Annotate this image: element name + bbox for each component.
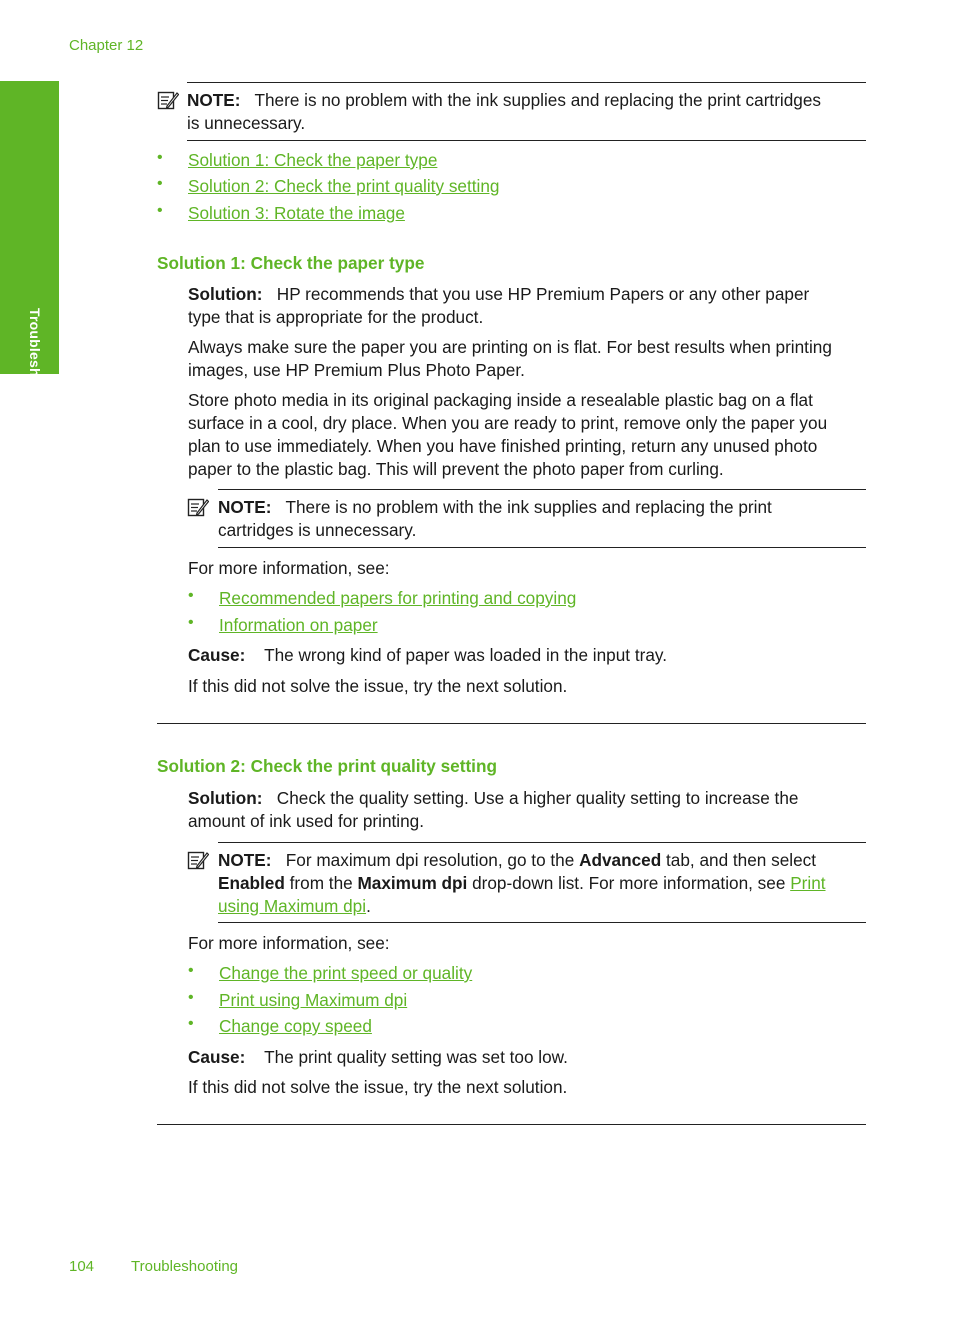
note-icon	[157, 89, 179, 111]
note-label: NOTE:	[187, 90, 241, 110]
solution-label: Solution:	[188, 788, 263, 808]
link-change-copy-speed[interactable]: Change copy speed	[219, 1016, 372, 1036]
s2-more-info: For more information, see:	[188, 933, 390, 953]
s2-solution-line-1: Check the quality setting. Use a higher quality setting to increase the	[276, 788, 799, 808]
solution-label: Solution:	[188, 284, 263, 304]
note-text-2: is unnecessary.	[187, 113, 306, 133]
link-print-using-max-dpi[interactable]: Print using Maximum dpi	[219, 990, 408, 1010]
s1-cause-text: The wrong kind of paper was loaded in the input tray.	[264, 645, 667, 665]
note-bottom-rule	[187, 140, 866, 141]
link-information-on-paper[interactable]: Information on paper	[219, 615, 378, 635]
s1-solution-line-2: type that is appropriate for the product.	[188, 307, 484, 327]
note-1	[187, 89, 877, 135]
note-top-rule	[218, 489, 866, 490]
toc-link-solution-1[interactable]: Solution 1: Check the paper type	[188, 150, 438, 170]
link-change-print-speed[interactable]: Change the print speed or quality	[219, 963, 473, 983]
note-link-using-maximum-dpi[interactable]: using Maximum dpi	[218, 896, 367, 916]
toc-link-solution-2[interactable]: Solution 2: Check the print quality setting	[188, 176, 500, 196]
bullet: •	[157, 149, 163, 166]
note-bottom-rule	[218, 922, 866, 923]
s2-solution-line-2: amount of ink used for printing.	[188, 811, 424, 831]
s1-cause	[188, 644, 878, 667]
s1-p3-line-1: Store photo media in its original packaging inside a resealable plastic bag on a flat	[188, 390, 813, 410]
s1-next-solution: If this did not solve the issue, try the next solution.	[188, 676, 568, 696]
s1-p3-line-2: surface in a cool, dry place. When you are ready to print, remove only the paper you	[188, 413, 828, 433]
note-bold-advanced: Advanced	[579, 850, 662, 870]
section-divider	[157, 1124, 866, 1125]
s1-p3-line-4: paper to the plastic bag. This will prevent the photo paper from curling.	[188, 459, 724, 479]
heading-solution-1: Solution 1: Check the paper type	[157, 253, 425, 273]
bullet: •	[157, 175, 163, 192]
note-bold-maximum-dpi: Maximum dpi	[357, 873, 468, 893]
toc-link-solution-3[interactable]: Solution 3: Rotate the image	[188, 203, 405, 223]
bullet: •	[188, 962, 194, 979]
cause-label: Cause:	[188, 645, 246, 665]
s2-cause	[188, 1046, 878, 1069]
bullet: •	[188, 587, 194, 604]
footer-section: Troubleshooting	[131, 1258, 239, 1275]
note-text: For maximum dpi resolution, go to the	[285, 850, 575, 870]
note-text: drop-down list. For more information, see	[472, 873, 786, 893]
s1-more-info: For more information, see:	[188, 558, 390, 578]
s2-solution-paragraph	[188, 787, 878, 833]
s2-note	[218, 849, 878, 918]
s2-next-solution: If this did not solve the issue, try the next solution.	[188, 1077, 568, 1097]
section-divider	[157, 723, 866, 724]
s1-p3-line-3: plan to use immediately. When you have finished printing, return any unused photo	[188, 436, 818, 456]
side-tab	[0, 81, 59, 421]
note-label: NOTE:	[218, 850, 272, 870]
note-label: NOTE:	[218, 497, 272, 517]
note-top-rule	[187, 82, 866, 83]
s1-paragraph-3	[188, 389, 878, 481]
s1-solution-line-1: HP recommends that you use HP Premium Papers or any other paper	[276, 284, 810, 304]
s1-note-line-2: cartridges is unnecessary.	[218, 520, 417, 540]
s1-p2-line-2: images, use HP Premium Plus Photo Paper.	[188, 360, 525, 380]
link-recommended-papers[interactable]: Recommended papers for printing and copying	[219, 588, 577, 608]
note-text: tab, and then select	[666, 850, 817, 870]
s1-note	[218, 496, 878, 542]
note-icon	[187, 849, 209, 871]
note-top-rule	[218, 842, 866, 843]
note-icon	[187, 496, 209, 518]
s1-p2-line-1: Always make sure the paper you are printing on is flat. For best results when printing	[188, 337, 832, 357]
side-tab-label: Troubleshooting	[27, 308, 43, 421]
s1-paragraph-2	[188, 336, 878, 382]
chapter-header: Chapter 12	[69, 37, 144, 54]
note-bottom-rule	[218, 547, 866, 548]
note-bold-enabled: Enabled	[218, 873, 285, 893]
note-text: There is no problem with the ink supplies and replacing the print cartridges	[254, 90, 822, 110]
bullet: •	[188, 989, 194, 1006]
cause-label: Cause:	[188, 1047, 246, 1067]
s1-note-line-1: There is no problem with the ink supplies and replacing the print	[285, 497, 772, 517]
page-number: 104	[69, 1258, 95, 1275]
note-link-print[interactable]: Print	[790, 873, 826, 893]
heading-solution-2: Solution 2: Check the print quality setting	[157, 756, 497, 776]
s1-solution-paragraph	[188, 283, 878, 329]
bullet: •	[188, 1015, 194, 1032]
s2-cause-text: The print quality setting was set too low.	[264, 1047, 568, 1067]
note-period: .	[366, 896, 371, 916]
bullet: •	[157, 202, 163, 219]
bullet: •	[188, 614, 194, 631]
note-text: from the	[289, 873, 353, 893]
